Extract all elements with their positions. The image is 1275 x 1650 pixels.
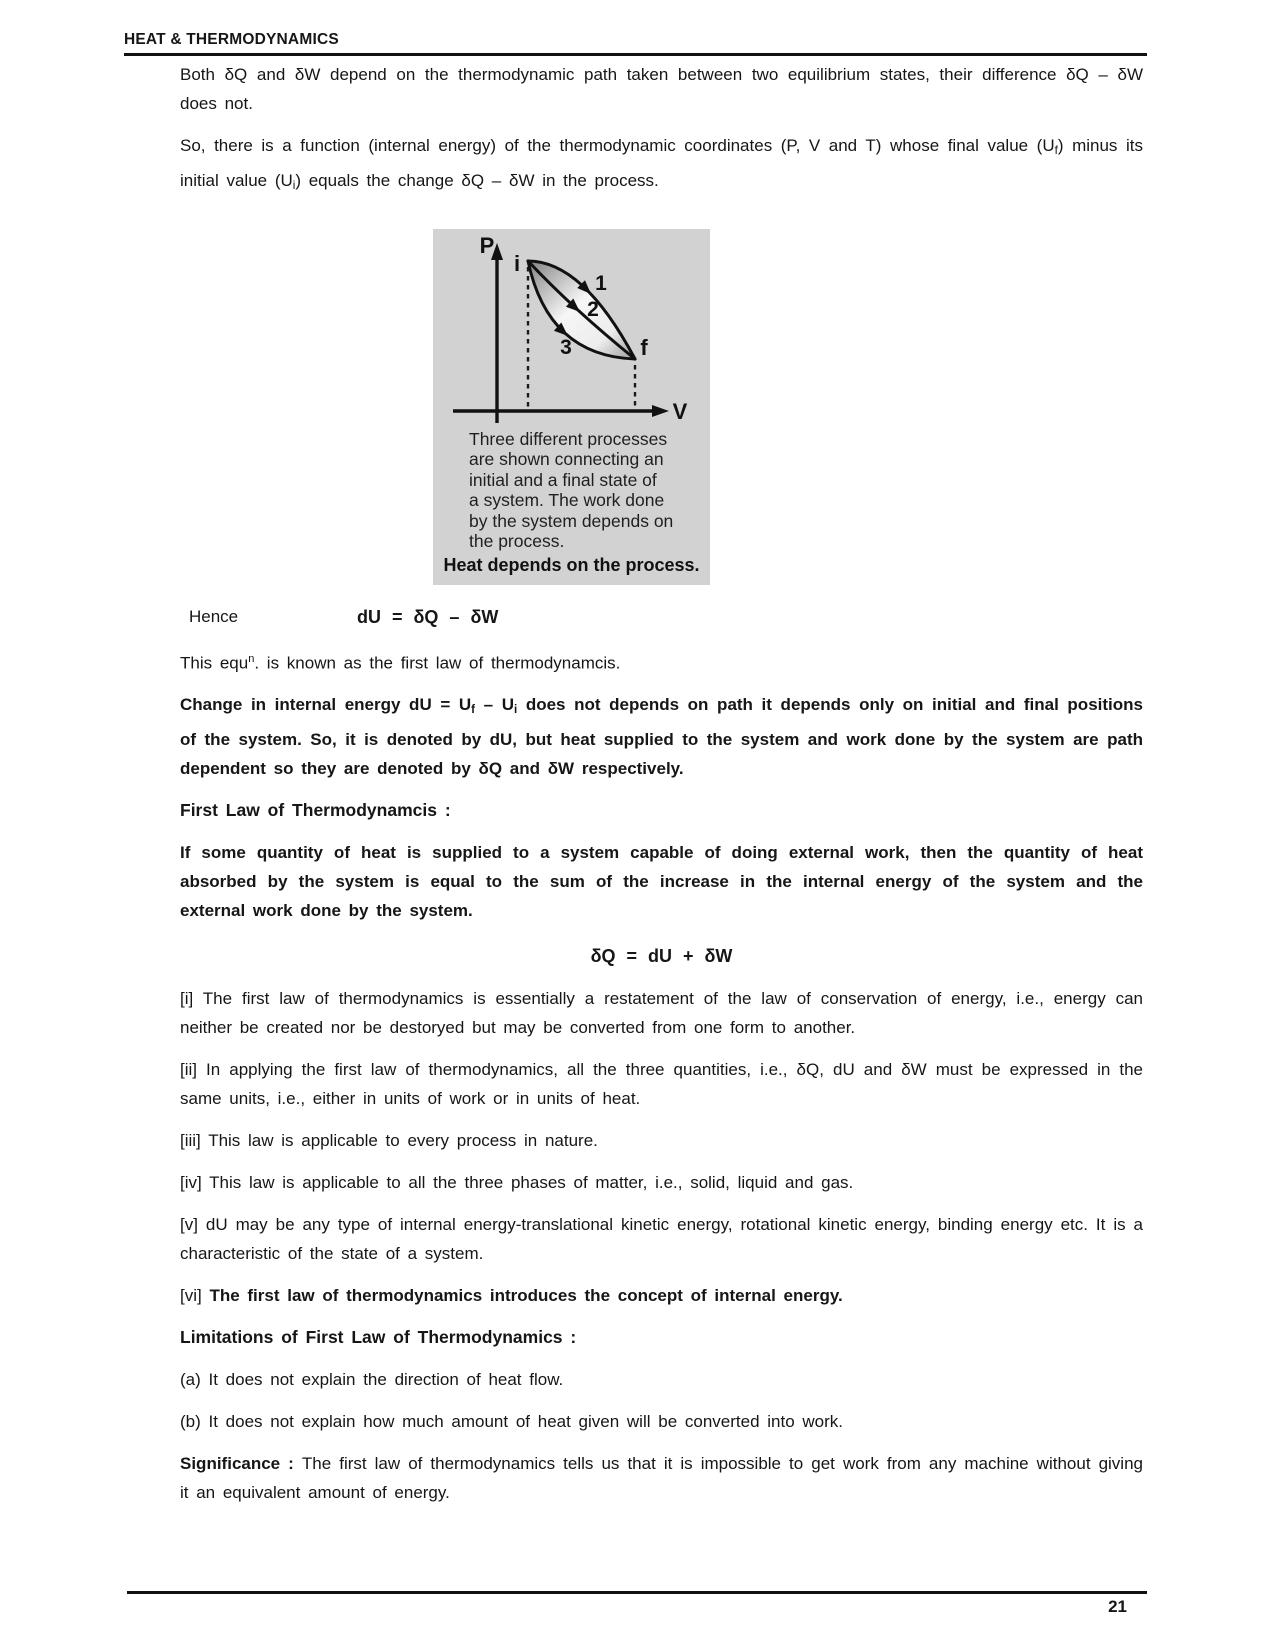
figure-caption-line: by the system depends on xyxy=(469,510,674,531)
paragraph-point-ii: [ii] In applying the first law of thermodynamics, all the three quantities, i.e., δQ, dU and δW must be expressed in the same units, i.e., either in units of work or in units of heat. xyxy=(180,1060,1143,1109)
first-law-differential-equation: dU = δQ – δW xyxy=(357,606,499,627)
hence-equation-row xyxy=(180,602,1143,632)
volume-axis-arrow xyxy=(652,405,669,417)
page-header-title: HEAT & THERMODYNAMICS xyxy=(124,31,339,48)
paragraph-limitation-a: (a) It does not explain the direction of heat flow. xyxy=(180,1370,564,1390)
initial-state-label: i xyxy=(513,250,521,276)
final-state-label: f xyxy=(640,334,648,360)
figure-caption-line: the process. xyxy=(469,531,565,552)
paragraph-intro-1: Both δQ and δW depend on the thermodynamic path taken between two equilibrium states, their difference δQ – δW does not. xyxy=(180,65,1143,113)
paragraph-point-i: [i] The first law of thermodynamics is essentially a restatement of the law of conservation of energy, i.e., energy can neither be created nor be destoryed but may be converted from one form to another. xyxy=(180,989,1143,1038)
figure-pv-diagram xyxy=(433,229,710,585)
paragraph-limitation-b: (b) It does not explain how much amount of heat given will be converted into work. xyxy=(180,1412,844,1432)
paragraph-first-law-statement: If some quantity of heat is supplied to a system capable of doing external work, then the quantity of heat absorbed by the system is equal to the sum of the increase in the internal energy of the system and the external work done by the system. xyxy=(180,843,1143,921)
paragraph-point-vi: [vi] The first law of thermodynamics introduces the concept of internal energy. xyxy=(180,1286,843,1306)
hence-label: Hence xyxy=(189,606,239,626)
paragraph-point-iv: [iv] This law is applicable to all the three phases of matter, i.e., solid, liquid and gas. xyxy=(180,1173,854,1193)
page-number: 21 xyxy=(1108,1597,1127,1616)
first-law-equation: δQ = dU + δW xyxy=(590,946,733,967)
figure-caption xyxy=(469,429,710,552)
curve-3-label: 3 xyxy=(560,335,572,359)
footer-divider xyxy=(127,1591,1147,1594)
volume-axis-label: V xyxy=(672,398,688,423)
heading-first-law: First Law of Thermodynamcis : xyxy=(180,800,451,821)
page-content xyxy=(180,60,1143,1507)
pressure-axis-label: P xyxy=(479,234,495,258)
pv-diagram-graphic xyxy=(433,235,710,423)
paragraph-point-v: [v] dU may be any type of internal energy-translational kinetic energy, rotational kinetic energy, binding energy etc. It is a characteristic of the state of a system. xyxy=(180,1215,1143,1264)
paragraph-significance: Significance : The first law of thermodynamics tells us that it is impossible to get work from any machine without giving it an equivalent amount of energy. xyxy=(180,1454,1143,1503)
page-header xyxy=(124,31,1147,56)
curve-2-label: 2 xyxy=(587,297,599,321)
paragraph-intro-2: So, there is a function (internal energy) of the thermodynamic coordinates (P, V and T) whose final value $(U_f)$ minus its initial value $(U_i)$ equals the change δQ – δW in the process. xyxy=(180,136,1143,192)
figure-caption-line: initial and a final state of xyxy=(469,469,657,490)
figure-caption-line: are shown connecting an xyxy=(469,449,664,470)
figure-caption-line: Three different processes xyxy=(469,428,668,449)
paragraph-equation-note: This equ$^n$. is known as the first law of thermodynamcis. xyxy=(180,652,621,673)
paragraph-internal-energy: Change in internal energy dU = $U_f - U_i$ does not depends on path it depends only on initial and final positions of the system. So, it is denoted by dU, but heat supplied to the system and work done by the system are path dependent so they are denoted by δQ and δW respectively. xyxy=(180,695,1143,779)
heading-limitations: Limitations of First Law of Thermodynamics : xyxy=(180,1327,577,1348)
figure-caption-bold: Heat depends on the process. xyxy=(443,554,700,575)
paragraph-point-iii: [iii] This law is applicable to every process in nature. xyxy=(180,1131,598,1151)
figure-caption-line: a system. The work done xyxy=(469,490,665,511)
curve-1-label: 1 xyxy=(595,271,607,295)
